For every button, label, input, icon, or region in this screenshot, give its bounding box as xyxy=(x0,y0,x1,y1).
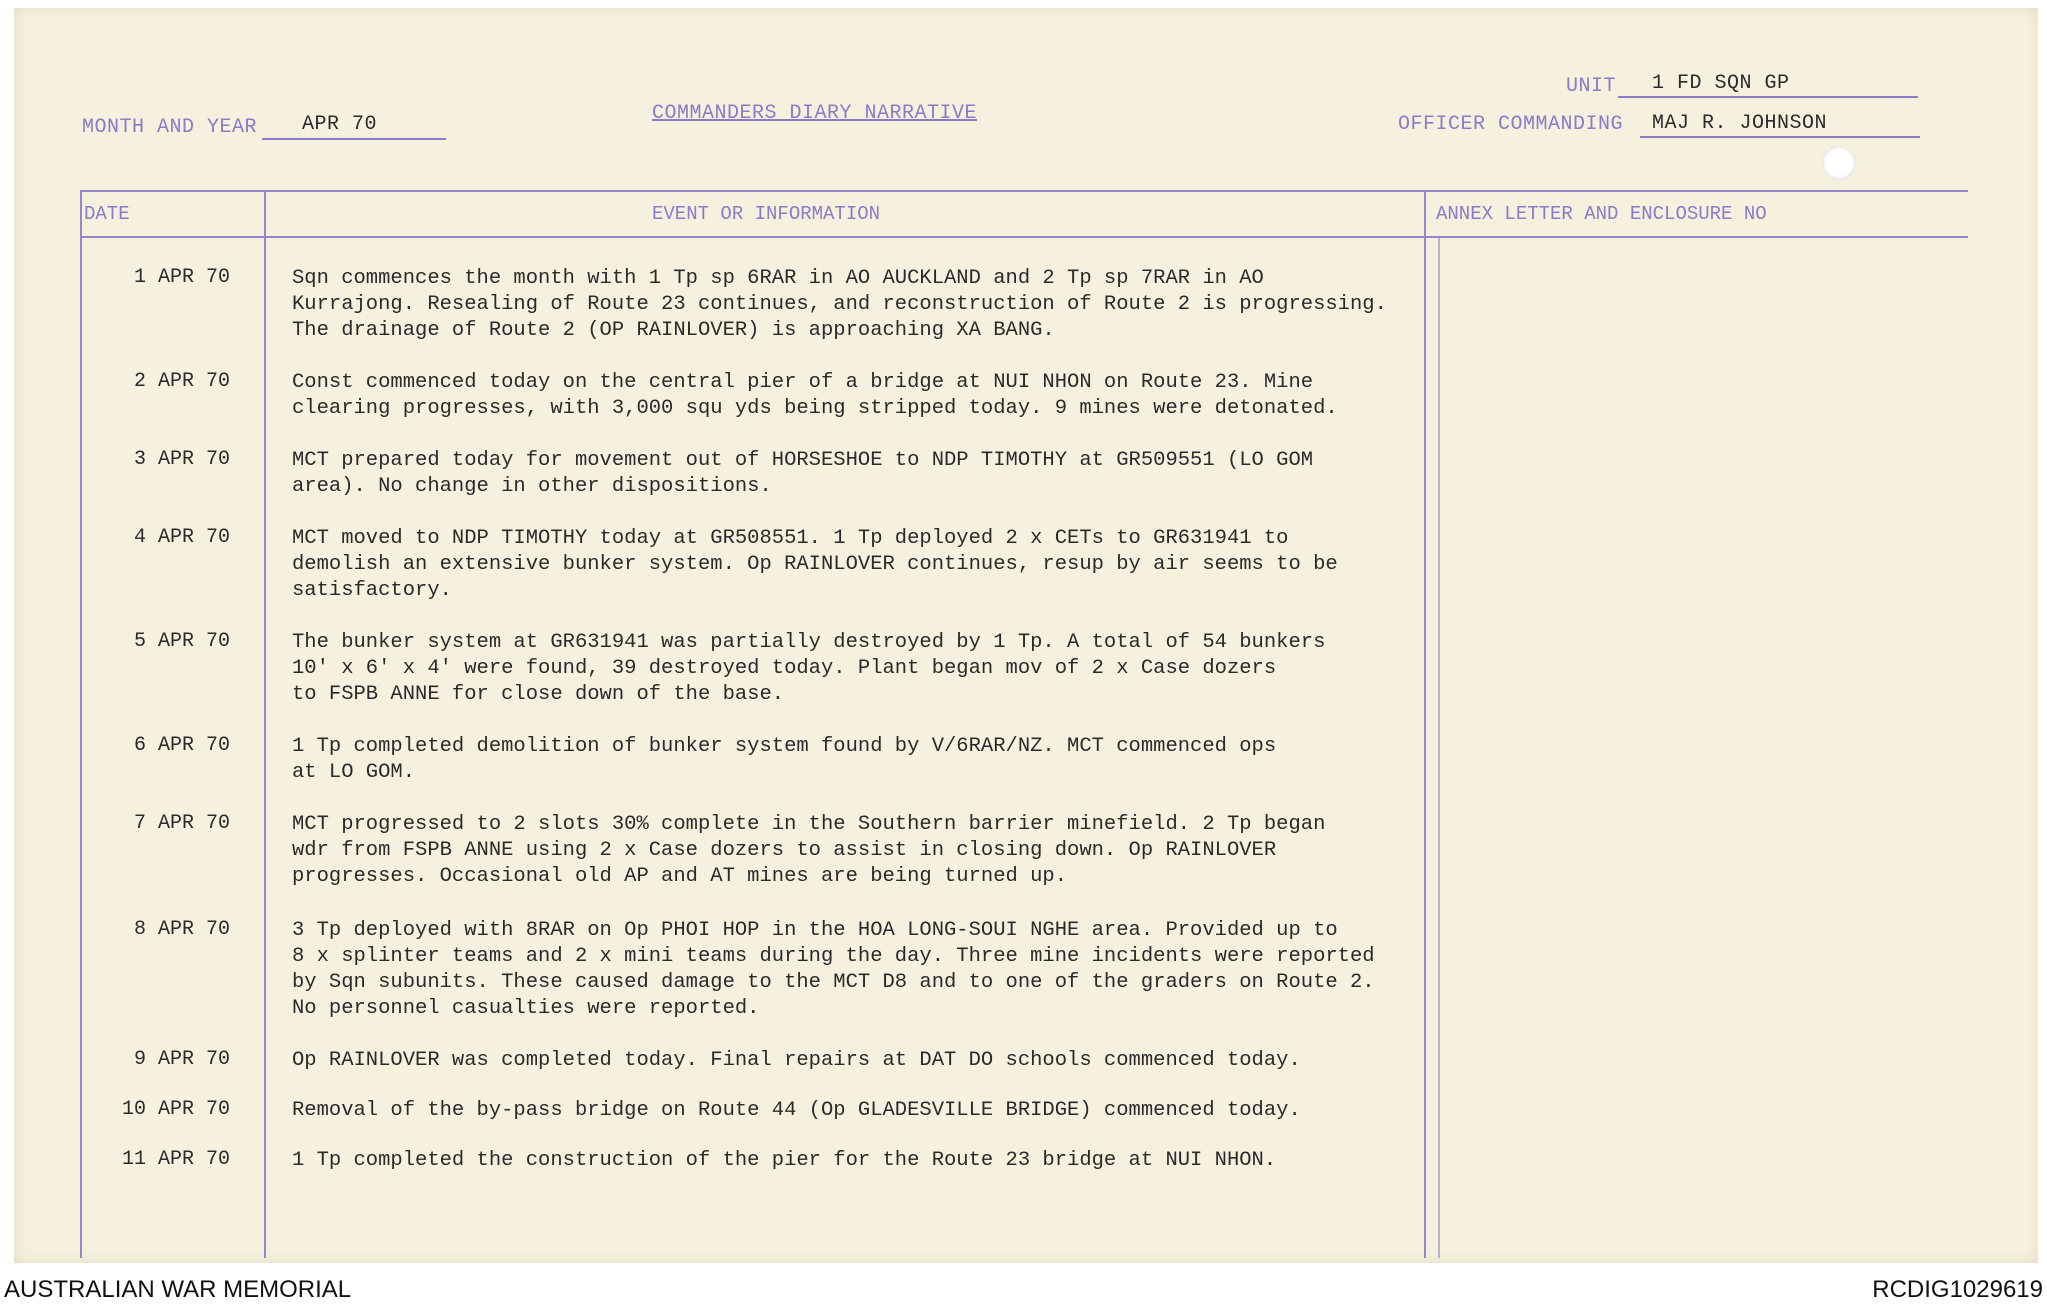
entry-text: Const commenced today on the central pier of a bridge at NUI NHON on Route 23. Mine clearing progresses, with 3,000 squ yds being stripped today. 9 mines were detonated. xyxy=(292,371,1338,420)
entry-date: 3 APR 70 xyxy=(133,448,230,471)
entry-date: 1 APR 70 xyxy=(133,266,230,289)
entry-date: 5 APR 70 xyxy=(133,630,230,653)
table-header-border xyxy=(80,236,1968,238)
officer-value: MAJ R. JOHNSON xyxy=(1652,112,1828,135)
officer-label: OFFICER COMMANDING xyxy=(1398,113,1624,136)
entry-text: MCT prepared today for movement out of HORSESHOE to NDP TIMOTHY at GR509551 (LO GOM area). No change in other dispositions. xyxy=(292,449,1314,498)
entry-text: Sqn commences the month with 1 Tp sp 6RAR in AO AUCKLAND and 2 Tp sp 7RAR in AO Kurrajong. Resealing of Route 23 continues, and reconstruction of Route 2 is progressing. The drainage of Route 2 (OP RAINLOVER) is approaching XA BANG. xyxy=(292,267,1387,342)
archive-credit: AUSTRALIAN WAR MEMORIAL xyxy=(4,1276,352,1303)
entry-text: Op RAINLOVER was completed today. Final repairs at DAT DO schools commenced today. xyxy=(292,1049,1301,1072)
document-title: COMMANDERS DIARY NARRATIVE xyxy=(652,102,978,125)
entry-date: 2 APR 70 xyxy=(133,370,230,393)
table-left-border xyxy=(80,190,82,1258)
archive-id: RCDIG1029619 xyxy=(1872,1276,2043,1303)
event-column-header: EVENT OR INFORMATION xyxy=(652,203,881,225)
entry-text: The bunker system at GR631941 was partially destroyed by 1 Tp. A total of 54 bunkers 10' x 6' x 4' were found, 39 destroyed today. Plant began mov of 2 x Case dozers to FSPB ANNE for close down of the base. xyxy=(292,631,1326,706)
entry-text: Removal of the by-pass bridge on Route 44 (Op GLADESVILLE BRIDGE) commenced today. xyxy=(292,1099,1301,1122)
table-right-border xyxy=(1438,236,1440,1258)
entry-date: 4 APR 70 xyxy=(133,526,230,549)
entry-date: 7 APR 70 xyxy=(133,812,230,835)
entry-text: 1 Tp completed demolition of bunker system found by V/6RAR/NZ. MCT commenced ops at LO GOM. xyxy=(292,735,1277,784)
month-year-underline xyxy=(262,138,446,140)
entry-text: MCT progressed to 2 slots 30% complete in the Southern barrier minefield. 2 Tp began wdr from FSPB ANNE using 2 x Case dozers to assist in closing down. Op RAINLOVER progresses. Occasional old AP and AT mines are being turned up. xyxy=(292,813,1326,888)
annex-column-header: ANNEX LETTER AND ENCLOSURE NO xyxy=(1436,203,1767,225)
month-year-label: MONTH AND YEAR xyxy=(82,116,258,139)
entry-date: 10 APR 70 xyxy=(121,1098,230,1121)
entry-text: 3 Tp deployed with 8RAR on Op PHOI HOP in the HOA LONG-SOUI NGHE area. Provided up to 8 x splinter teams and 2 x mini teams during the day. Three mine incidents were reported by Sqn subunits. These caused damage to the MCT D8 and to one of the graders on Route 2. No personnel casualties were reported. xyxy=(292,919,1375,1020)
unit-value: 1 FD SQN GP xyxy=(1652,72,1790,95)
entry-date: 11 APR 70 xyxy=(121,1148,230,1171)
punch-hole xyxy=(1822,146,1856,180)
table-top-border xyxy=(80,190,1968,192)
officer-underline xyxy=(1640,136,1920,138)
entry-text: MCT moved to NDP TIMOTHY today at GR508551. 1 Tp deployed 2 x CETs to GR631941 to demolish an extensive bunker system. Op RAINLOVER continues, resup by air seems to be satisfactory. xyxy=(292,527,1338,602)
entry-date: 9 APR 70 xyxy=(133,1048,230,1071)
entry-date: 8 APR 70 xyxy=(133,918,230,941)
entry-text: 1 Tp completed the construction of the pier for the Route 23 bridge at NUI NHON. xyxy=(292,1149,1277,1172)
date-column-divider xyxy=(264,190,266,1258)
month-year-value: APR 70 xyxy=(302,113,378,136)
entry-date: 6 APR 70 xyxy=(133,734,230,757)
unit-label: UNIT xyxy=(1566,75,1617,98)
unit-underline xyxy=(1618,96,1918,98)
date-column-header: DATE xyxy=(84,203,130,225)
